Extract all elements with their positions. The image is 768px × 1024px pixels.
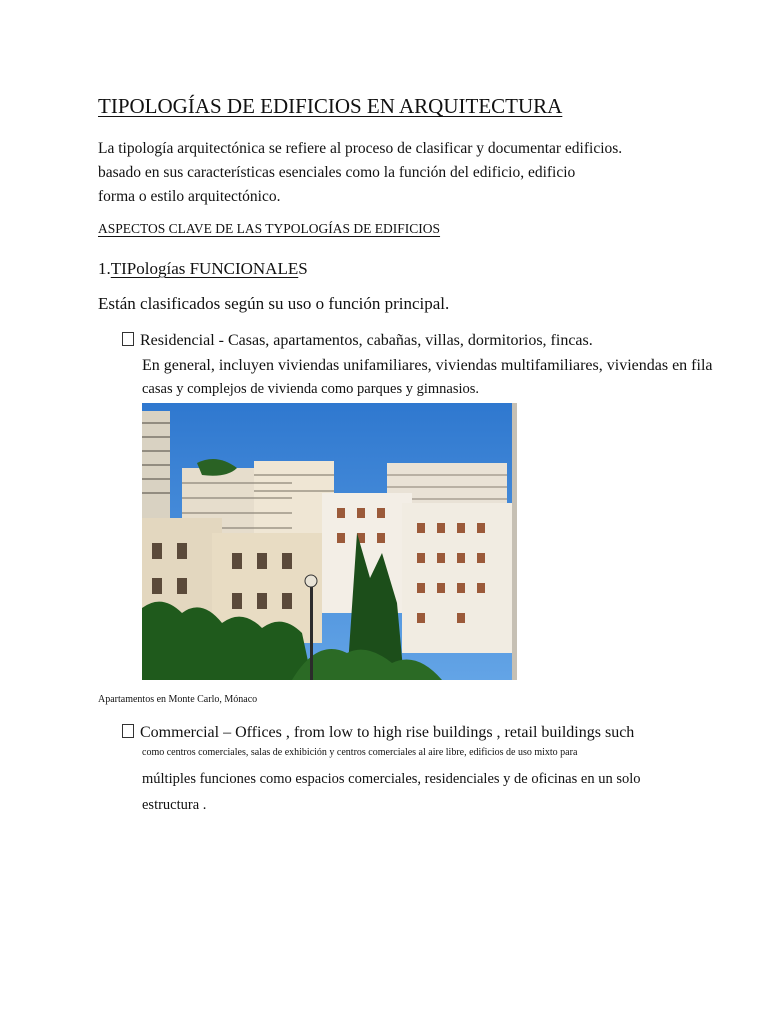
- commercial-line-4: estructura .: [142, 797, 207, 813]
- photo-caption: Apartamentos en Monte Carlo, Mónaco: [98, 694, 258, 705]
- intro-line-2: basado en sus características esenciales como la función del edificio, edificio: [98, 164, 576, 181]
- residential-bullet: [122, 332, 593, 350]
- commercial-line-2: como centros comerciales, salas de exhibición y centros comerciales al aire libre, edificios de uso mixto para: [142, 747, 578, 758]
- checkbox-glyph-icon: [122, 724, 134, 738]
- intro-line-3: forma o estilo arquitectónico.: [98, 188, 281, 205]
- commercial-line-1: Commercial – Offices , from low to high rise buildings , retail buildings such: [140, 724, 635, 741]
- section-heading: ASPECTOS CLAVE DE LAS TYPOLOGÍAS DE EDIFICIOS: [98, 221, 441, 236]
- monte-carlo-photo: [142, 403, 517, 680]
- residential-line-3: casas y complejos de vivienda como parques y gimnasios.: [142, 381, 480, 397]
- document-title: TIPOLOGÍAS DE EDIFICIOS EN ARQUITECTURA: [98, 94, 563, 118]
- classification-lead: Están clasificados según su uso o función principal.: [98, 294, 450, 313]
- commercial-bullet: [122, 724, 634, 742]
- intro-line-1: La tipología arquitectónica se refiere al proceso de clasificar y documentar edificios.: [98, 140, 623, 157]
- subsection-title: TIPologías FUNCIONALE: [110, 259, 299, 278]
- subsection-title-tail: S: [298, 259, 308, 278]
- commercial-line-3: múltiples funciones como espacios comerciales, residenciales y de oficinas en un solo: [142, 771, 641, 787]
- apartment-buildings-image: [142, 403, 517, 680]
- subsection-number: 1.: [98, 259, 111, 278]
- subsection-heading: [98, 259, 308, 279]
- residential-line-1: Residencial - Casas, apartamentos, cabañas, villas, dormitorios, fincas.: [140, 332, 593, 349]
- residential-line-2: En general, incluyen viviendas unifamiliares, viviendas multifamiliares, viviendas en fila: [142, 357, 713, 374]
- checkbox-glyph-icon: [122, 332, 134, 346]
